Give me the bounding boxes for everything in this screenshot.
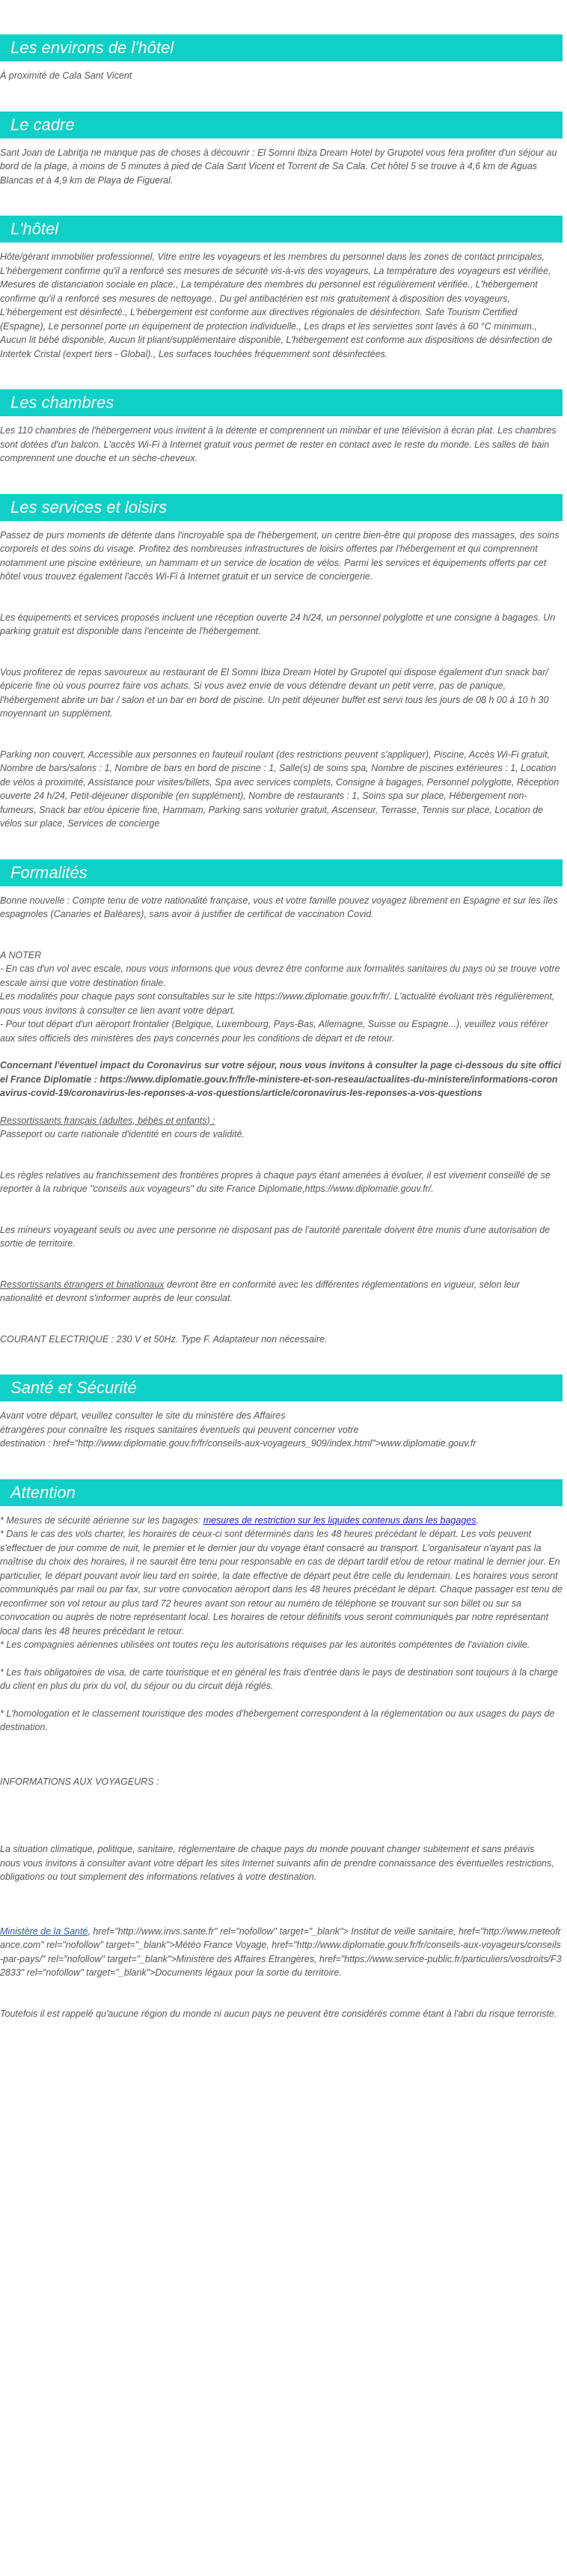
section-content-environs [0,61,563,83]
chambres-text: Les 110 chambres de l'hébergement vous invitent à la détente et comprennent un minibar et une télévision à écran plat. Les chambres sont dotées d'un balcon. L'accès Wi-Fi à Internet gratuit vous permet de rester en contact avec le reste du monde. Les salles de bain comprennent une douche et un sèche-cheveux. [0,425,557,463]
sante-line-3: destination : href="http://www.diplomatie.gouv.fr/fr/conseils-aux-voyageurs_909/index.html">www.diplomatie.gouv.fr [0,1438,476,1449]
cadre-text: Sant Joan de Labritja ne manque pas de choses à découvrir : El Somni Ibiza Dream Hotel by Grupotel vous fera profiter d'un séjour au bord de la plage, à moins de 5 minutes à pied de Cala Sant Vicent et Torrent de Sa Cala. Cet hôtel 5 se trouve à 4,6 km de Aguas Blancas et à 4,9 km de Playa de Figueral. [0,147,557,186]
section-title-chambres: Les chambres [0,389,563,416]
section-title-hotel: L'hôtel [0,216,563,243]
formalites-paragraph-1: Bonne nouvelle : Compte tenu de votre nationalité française, vous et votre famille pouvez voyagez librement en Espagne et sur les îles espagnoles (Canaries et Baléares), sans avoir à justifier de certificat de vaccination Covid. [0,895,558,919]
sante-line-1: Avant votre départ, veuillez consulter le site du ministère des Affaires [0,1410,286,1421]
services-paragraph-2: Les équipements et services proposés incluent une réception ouverte 24 h/24, un personnel polyglotte et une consigne à bagages. Un parking gratuit est disponible dans l'enceinte de l'hébergement. [0,612,556,636]
formalites-note-line-2: - En cas d'un vol avec escale, nous vous informons que vous devrez être conforme aux formalités sanitaires du pays où se trouve votre escale ainsi que votre destination finale. [0,963,560,988]
attention-links [0,1925,563,1980]
hotel-text: Hôte/gérant immobilier professionnel, Vitre entre les voyageurs et les membres du personnel dans les zones de contact principales, L'hébergement confirme qu'il a renforcé ses mesures de sécurité vis-à-vis des voyageurs, La température des voyageurs est vérifiée, Mesures de distanciation sociale en place., La température des membres du personnel est régulièrement vérifiée., L'hébergement confirme qu'il a renforcé ses mesures de nettoyage., Du gel antibactérien est mis gratuitement à disposition des voyageurs, L'hébergement est désinfecté., L'hébergement est conforme aux directives régionales de désinfection. Safe Tourism Certified (Espagne), Le personnel porte un équipement de protection individuelle., Les draps et les serviettes sont lavés à 60 °C minimum., Aucun lit bébé disponible, Aucun lit pliant/supplémentaire disponible, L'hébergement est conforme aux dispositions de désinfection de Intertek Cristal (expert tiers - Global)., Les surfaces touchées fréquemment sont désinfectées. [0,252,553,359]
attention-baggage [0,1514,563,1528]
section-sante [0,1374,563,1451]
section-hotel [0,216,563,361]
formalites-minors: Les mineurs voyageant seuls ou avec une personne ne disposant pas de l'autorité parentale doivent être munis d'une autorisation de sortie de territoire. [0,1224,551,1249]
french-nationals-heading: Ressortissants français (adultes, bébés et enfants) : [0,1115,215,1126]
attention-situation-line-1: La situation climatique, politique, sanitaire, réglementaire de chaque pays du monde pouvant changer subitement et sans préavis [0,1844,535,1854]
section-content-attention [0,1506,563,2021]
section-content-formalites [0,886,563,1347]
formalites-border-rules: Les règles relatives au franchissement des frontières propres à chaque pays étant amenées à évoluer, il est vivement conseillé de se reporter à la rubrique "conseils aux voyageurs" du site France Diplomatie,https://www.diplomatie.gouv.fr/. [0,1169,551,1194]
environs-text: À proximité de Cala Sant Vicent [0,70,132,81]
section-title-sante: Santé et Sécurité [0,1374,563,1401]
attention-charter-flights: * Dans le cas des vols charter, les horaires de ceux-ci sont déterminés dans les 48 heures précédant le départ. Les vols peuvent s'effectuer de jour comme de nuit, le premier et le dernier jour du voyage étant consacré au transport. L'organisateur n'ayant pas la maîtrise du choix des horaires, il ne saurait être tenu pour responsable en cas de départ tardif et/ou de retour matinal le dernier jour. En particulier, le départ pouvant avoir lieu tard en soirée, la date effective de départ peut être celle du lendemain. Les horaires vous seront communiqués par mail ou par fax, sur votre convocation aéroport dans les 48 heures précédant le départ. Chaque passager est tenu de reconfirmer son vol retour au plus tard 72 heures avant son retour au numéro de téléphone se trouvant sur son billet ou sur sa convocation ou auprès de notre représentant local. Les horaires de retour définitifs vous seront communiqués par notre représentant local dans les 48 heures précédant le retour. [0,1529,563,1636]
baggage-suffix: . [476,1514,479,1526]
formalites-electric-current: COURANT ELECTRIQUE : 230 V et 50Hz. Type F. Adaptateur non nécessaire. [0,1333,328,1345]
baggage-prefix: * Mesures de sécurité aérienne sur les bagages: [0,1514,203,1526]
section-services [0,494,563,831]
section-formalites [0,859,563,1347]
links-text: , href="http://www.invs.sante.fr" rel="nofollow" target="_blank"> Institut de veille sanitaire, href="http://www.meteofrance.com" rel="nofollow" target="_blank">Météo France Voyage, href="http://www.diplomatie.gouv.fr/fr/conseils-aux-voyageurs/conseils-par-pays/" rel="nofollow" target="_blank">Ministère des Affaires Etrangères, href="https://www.service-public.fr/particuliers/vosdroits/F32833" rel="nofollow" target="_blank">Documents légaux pour la sortie du territoire. [0,1925,562,1978]
attention-visa-fees: * Les frais obligatoires de visa, de carte touristique et en général les frais d'entrée dans le pays de destination sont toujours à la charge du client en plus du prix du vol, du séjour ou du circuit déjà réglés. [0,1666,558,1691]
foreign-nationals-text: devront être en conformité avec les différentes réglementations en vigueur, selon leur nationalité et devront s'informer auprès de leur consulat. [0,1279,520,1303]
sante-line-2: étrangères pour connaître les risques sanitaires éventuels qui peuvent concerner votre [0,1424,359,1435]
attention-terrorism: Toutefois il est rappelé qu'aucune région du monde ni aucun pays ne peuvent être considérés comme étant à l'abri du risque terroriste. [0,2008,557,2019]
ministry-health-link[interactable]: Ministère de la Santé [0,1925,88,1937]
formalites-passport [0,1114,563,1142]
section-title-formalites: Formalités [0,859,563,886]
passport-requirement: Passeport ou carte nationale d'identité en cours de validité. [0,1129,245,1139]
formalites-note-line-3: Les modalités pour chaque pays sont consultables sur le site https://www.diplomatie.gouv.fr/fr/. L'actualité évoluant très régulièrement, nous vous invitons à consulter ce lien avant votre départ. [0,991,555,1016]
formalites-note-line-1: A NOTER [0,949,42,960]
section-environs [0,0,563,83]
section-cadre [0,112,563,188]
section-title-environs: Les environs de l'hôtel [0,34,563,61]
attention-airlines: * Les compagnies aériennes utilisées ont toutes reçu les autorisations requises par les autorités compétentes de l'aviation civile. [0,1639,530,1650]
section-title-cadre: Le cadre [0,112,563,138]
attention-travellers-info: INFORMATIONS AUX VOYAGEURS : [0,1776,159,1787]
section-title-services: Les services et loisirs [0,494,563,521]
section-title-attention: Attention [0,1479,563,1506]
liquids-restriction-link[interactable]: mesures de restriction sur les liquides contenus dans les bagages [203,1514,476,1526]
section-content-cadre [0,138,563,188]
services-paragraph-1: Passez de purs moments de détente dans l'incroyable spa de l'hébergement, un centre bien-être qui propose des massages, des soins corporels et des soins du visage. Profitez des nombreuses infrastructures de loisirs offertes par l'hébergement et qui comprennent notamment une piscine extérieure, un hammam et un service de location de vélos. Parmi les services et équipements offerts par cet hôtel vous trouvez également l'accès Wi-Fi à Internet gratuit et un service de conciergerie. [0,529,560,582]
section-chambres [0,389,563,466]
attention-situation-line-2: nous vous invitons à consulter avant votre départ les sites Internet suivants afin de prendre connaissance des éventuelles restrictions, obligations ou tout simplement des informations relatives à votre destination. [0,1857,554,1882]
section-content-services [0,521,563,831]
services-paragraph-4: Parking non couvert, Accessible aux personnes en fauteuil roulant (des restrictions peuvent s'appliquer), Piscine, Accès Wi-Fi gratuit, Nombre de bars/salons : 1, Nombre de bars en bord de piscine : 1, Salle(s) de soins spa, Nombre de piscines extérieures : 1, Location de vélos à proximité, Assistance pour visites/billets, Spa avec services complets, Consigne à bagages, Personnel polyglotte, Réception ouverte 24 h/24, Petit-déjeuner disponible (en supplément), Nombre de restaurants : 1, Soins spa sur place, Hébergement non-fumeurs, Snack bar et/ou épicerie fine, Hammam, Parking sans voiturier gratuit, Ascenseur, Terrasse, Tennis sur place, Location de vélos sur place, Services de concierge [0,749,560,829]
services-paragraph-3: Vous profiterez de repas savoureux au restaurant de El Somni Ibiza Dream Hotel by Grupotel qui dispose également d'un snack bar/épicerie fine où vous pourrez faire vos achats. Si vous avez envie de vous détendre devant un petit verre, pas de panique, l'hébergement abrite un bar / salon et un bar en bord de piscine. Un petit déjeuner buffet est servi tous les jours de 08 h 00 à 10 h 30 moyennant un supplément. [0,666,549,719]
section-content-sante [0,1401,563,1451]
section-content-hotel [0,243,563,361]
section-attention [0,1479,563,2021]
section-content-chambres [0,416,563,466]
foreign-nationals-heading: Ressortissants étrangers et binationaux [0,1279,165,1290]
formalites-coronavirus-notice: Concernant l'éventuel impact du Coronavirus sur votre séjour, nous vous invitons à consulter la page ci-dessous du site officiel France Diplomatie : https://www.diplomatie.gouv.fr/fr/le-ministere-et-son-reseau/actualites-du-ministere/informations-coronavirus-covid-19/coronavirus-les-reponses-a-vos-questions/article/coronavirus-les-reponses-a-vos-questions [0,1060,562,1098]
attention-homologation: * L'homologation et le classement touristique des modes d'hébergement correspondent à la réglementation ou aux usages du pays de destination. [0,1708,555,1732]
formalites-foreign-nationals [0,1278,563,1306]
formalites-note-line-4: - Pour tout départ d'un aéroport frontalier (Belgique, Luxembourg, Pays-Bas, Allemagne, Suisse ou Espagne...), veuillez vous référer aux sites officiels des ministères des pays concernés pour les conditions de départ et de retour. [0,1019,548,1044]
